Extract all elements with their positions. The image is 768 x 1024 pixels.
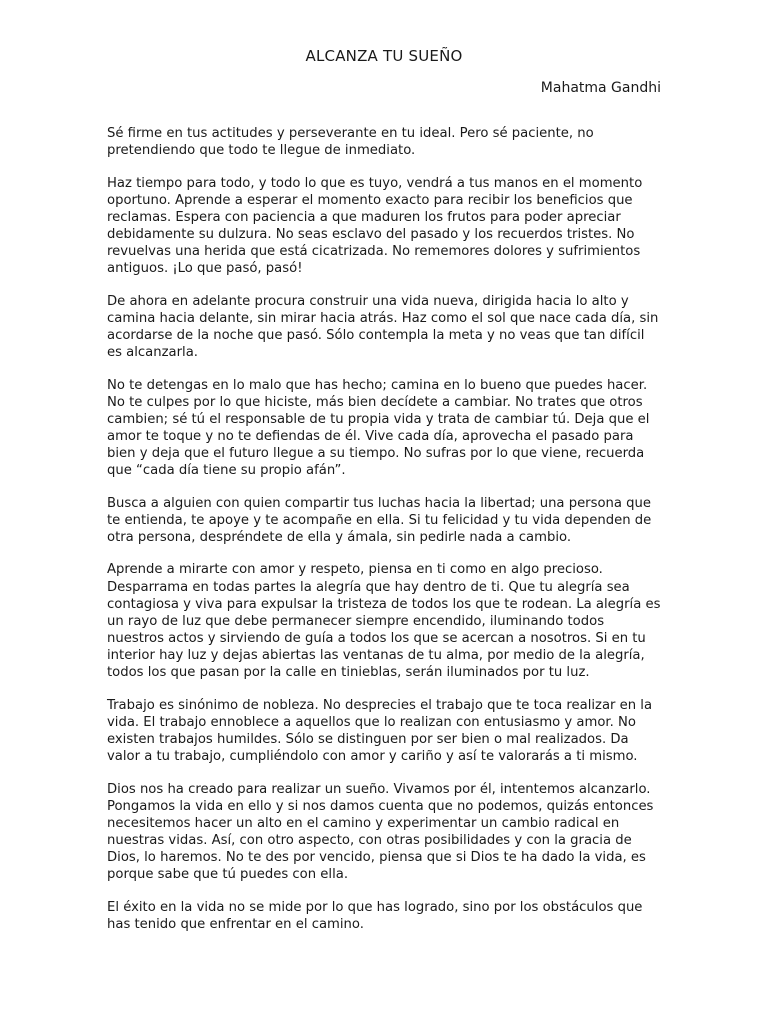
document-body [107, 125, 663, 948]
paragraph: Aprende a mirarte con amor y respeto, piensa en ti como en algo precioso. Desparrama en todas partes la alegría que hay dentro de ti. Que tu alegría sea contagiosa y viva para expulsar la tristeza de todos los que te rodean. La alegría es un rayo de luz que debe permanecer siempre encendido, iluminando todos nuestros actos y sirviendo de guía a todos los que se acercan a nosotros. Si en tu interior hay luz y dejas abiertas las ventanas de tu alma, por medio de la alegría, todos los que pasan por la calle en tinieblas, serán iluminados por tu luz. [107, 562, 661, 681]
paragraph: El éxito en la vida no se mide por lo que has logrado, sino por los obstáculos que has tenido que enfrentar en el camino. [107, 899, 643, 932]
paragraph: No te detengas en lo malo que has hecho; camina en lo bueno que puedes hacer. No te culpes por lo que hiciste, más bien decídete a cambiar. No trates que otros cambien; sé tú el responsable de tu propia vida y trata de cambiar tú. Deja que el amor te toque y no te defiendas de él. Vive cada día, aprovecha el pasado para bien y deja que el futuro llegue a su tiempo. No sufras por lo que viene, recuerda que “cada día tiene su propio afán”. [107, 377, 650, 479]
paragraph: Dios nos ha creado para realizar un sueño. Vivamos por él, intentemos alcanzarlo. Pongamos la vida en ello y si nos damos cuenta que no podemos, quizás entonces necesitemos hacer un alto en el camino y experimentar un cambio radical en nuestras vidas. Así, con otro aspecto, con otras posibilidades y con la gracia de Dios, lo haremos. No te des por vencido, piensa que si Dios te ha dado la vida, es porque sabe que tú puedes con ella. [107, 781, 654, 882]
author-name: Mahatma Gandhi [540, 80, 661, 96]
paragraph: Sé firme en tus actitudes y perseverante en tu ideal. Pero sé paciente, no pretendiendo que todo te llegue de inmediato. [107, 126, 594, 159]
paragraph: De ahora en adelante procura construir una vida nueva, dirigida hacia lo alto y camina hacia delante, sin mirar hacia atrás. Haz como el sol que nace cada día, sin acordarse de la noche que pasó. Sólo contempla la meta y no veas que tan difícil es alcanzarla. [107, 293, 659, 361]
document-title: ALCANZA TU SUEÑO [305, 47, 463, 65]
paragraph: Haz tiempo para todo, y todo lo que es tuyo, vendrá a tus manos en el momento oportuno. Aprende a esperar el momento exacto para recibir los beneficios que reclamas. Espera con paciencia a que maduren los frutos para poder apreciar debidamente su dulzura. No seas esclavo del pasado y los recuerdos tristes. No revuelvas una herida que está cicatrizada. No rememores dolores y sufrimientos antiguos. ¡Lo que pasó, pasó! [107, 175, 643, 277]
paragraph: Busca a alguien con quien compartir tus luchas hacia la libertad; una persona que te entienda, te apoye y te acompañe en ella. Si tu felicidad y tu vida dependen de otra persona, despréndete de ella y ámala, sin pedirle nada a cambio. [107, 495, 652, 545]
paragraph: Trabajo es sinónimo de nobleza. No desprecies el trabajo que te toca realizar en la vida. El trabajo ennoblece a aquellos que lo realizan con entusiasmo y amor. No existen trabajos humildes. Sólo se distinguen por ser bien o mal realizados. Da valor a tu trabajo, cumpliéndolo con amor y cariño y así te valorarás a ti mismo. [107, 697, 653, 764]
